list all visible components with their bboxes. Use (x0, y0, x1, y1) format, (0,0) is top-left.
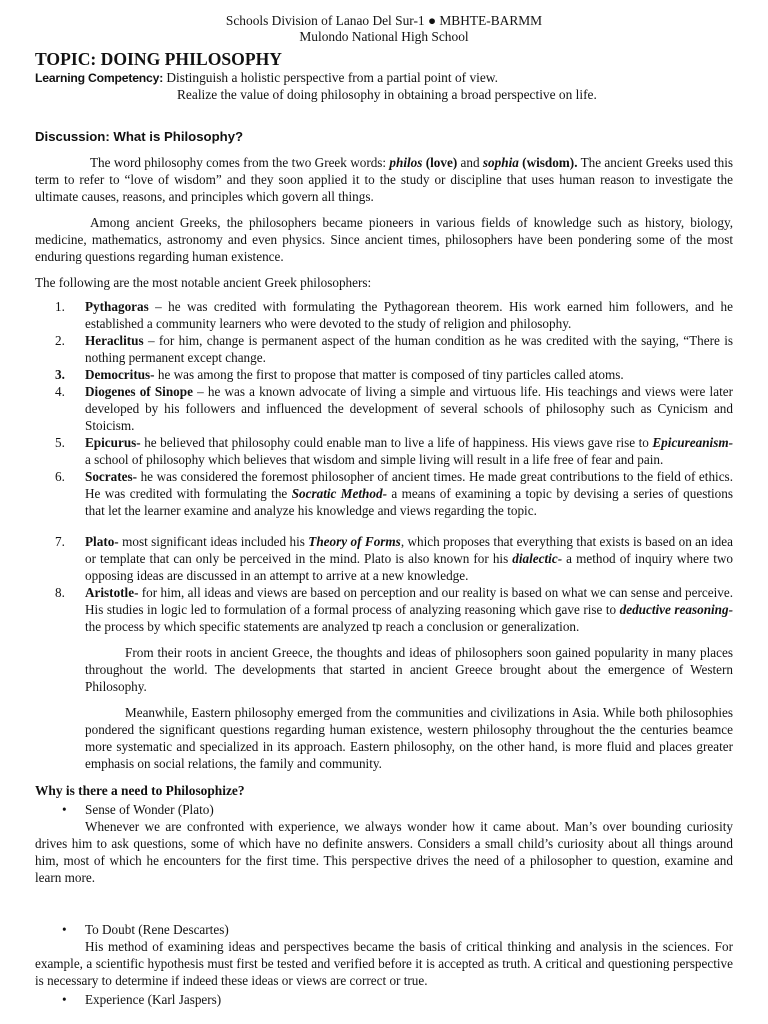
bullet-icon: • (62, 802, 67, 817)
paragraph-roots-of-greece: From their roots in ancient Greece, the thoughts and ideas of philosophers soon gained popularity in many places throughout the world. The developments that started in ancient Greece brought about the emergence of Western Philosophy. (85, 645, 733, 694)
learning-competency-row (35, 70, 733, 87)
why-heading: Why is there a need to Philosophize? (35, 783, 245, 798)
philosopher-item-democritus (55, 366, 733, 383)
philosopher-item-diogenes (55, 383, 733, 434)
bullet-title: Experience (Karl Jaspers) (85, 992, 222, 1007)
philosopher-item-aristotle (55, 584, 733, 635)
bullet-item-sense-of-wonder (35, 801, 733, 818)
paragraph-ancient-greeks: Among ancient Greeks, the philosophers became pioneers in various fields of knowledge such as history, biology, medicine, mathematics, astronomy and even physics. Since ancient times, philosophers have been pondering some of the most enduring questions regarding human existence. (35, 215, 733, 264)
bullet-body-sense-of-wonder: Whenever we are confronted with experience, we always wonder how it came about. Man’s over bounding curiosity drives him to ask questions, some of which have no definite answers. Considers a small child’s curiosity about all things around him, most of which he encounters for the first time. This perspective drives the need of a philosopher to question, examine and learn more. (35, 819, 733, 885)
philosopher-item-socrates (55, 468, 733, 519)
item-text: Heraclitus – for him, change is permanent aspect of the human condition as he was credited with the saying, “There is nothing permanent except change. (85, 333, 733, 365)
item-number: 8. (55, 585, 65, 600)
bullet-title: Sense of Wonder (Plato) (85, 802, 214, 817)
competency-text-2: Realize the value of doing philosophy in obtaining a broad perspective on life. (177, 86, 597, 102)
paragraph-eastern-philosophy: Meanwhile, Eastern philosophy emerged from the communities and civilizations in Asia. While both philosophies pondered the significant questions regarding human existence, western philosophy throughout the the centuries beamce more systematic and specialized in its approach. Eastern philosophy, on the other hand, is more fluid and places greater emphasis on social relations, the family and community. (85, 705, 733, 771)
item-number: 2. (55, 333, 65, 348)
philosopher-item-epicurus (55, 434, 733, 468)
item-number: 7. (55, 534, 65, 549)
philosopher-item-plato (55, 533, 733, 584)
topic-title: TOPIC: DOING PHILOSOPHY (35, 49, 282, 69)
item-text: Diogenes of Sinope – he was a known advocate of living a simple and virtuous life. His teachings and views were later developed by his followers and influenced the development of several schools of philosophy such as Cynicism and Stoicism. (85, 384, 733, 433)
competency-label: Learning Competency: (35, 71, 164, 85)
competency-text-1: Distinguish a holistic perspective from a partial point of view. (166, 70, 498, 85)
header-division-line: Schools Division of Lanao Del Sur-1 ● MBHTE-BARMM (225, 13, 543, 28)
item-number: 3. (55, 367, 65, 382)
list-intro: The following are the most notable ancient Greek philosophers: (35, 275, 372, 290)
bullet-icon: • (62, 992, 67, 1007)
discussion-heading: Discussion: What is Philosophy? (35, 129, 244, 144)
bullet-item-experience (35, 991, 733, 1008)
item-text: Pythagoras – he was credited with formulating the Pythagorean theorem. His work earned him followers, and he established a community learners who were devoted to the study of religion and philosophy. (85, 299, 733, 331)
item-text: Plato- most significant ideas included his Theory of Forms, which proposes that everything that exists is based on an idea or template that can only be perceived in the mind. Plato is also known for his dialectic- a method of inquiry where two opposing ideas are discussed in an attempt to arrive at a new knowledge. (85, 534, 733, 583)
bullet-title: To Doubt (Rene Descartes) (85, 922, 229, 937)
philosopher-item-heraclitus (55, 332, 733, 366)
bullet-item-to-doubt (35, 921, 733, 938)
item-number: 5. (55, 435, 65, 450)
item-text: Democritus- he was among the first to propose that matter is composed of tiny particles called atoms. (85, 367, 624, 382)
paragraph-philosophy-origin: The word philosophy comes from the two Greek words: philos (love) and sophia (wisdom). The ancient Greeks used this term to refer to “love of wisdom” and they soon applied it to the study or discipline that uses human reason to investigate the ultimate causes, reasons, and principles which govern all things. (35, 155, 734, 204)
item-number: 1. (55, 299, 65, 314)
item-number: 4. (55, 384, 65, 399)
header-school-line: Mulondo National High School (299, 29, 469, 44)
philosopher-list-1 (55, 298, 733, 519)
philosopher-list-2 (55, 533, 733, 635)
philosopher-item-pythagoras (55, 298, 733, 332)
item-number: 6. (55, 469, 65, 484)
bullet-icon: • (62, 922, 67, 937)
spacer (35, 886, 733, 919)
item-text: Aristotle- for him, all ideas and views are based on perception and our reality is based on what we can sense and perceive. His studies in logic led to formulation of a formal process of analyzing reasoning which gave rise to deductive reasoning- the process by which specific statements are analyzed tp reach a conclusion or generalization. (85, 585, 734, 634)
item-text: Socrates- he was considered the foremost philosopher of ancient times. He made great contributions to the field of ethics. He was credited with formulating the Socratic Method- a means of examining a topic by devising a series of questions that let the learner examine and analyze his knowledge and views regarding the topic. (85, 469, 733, 518)
item-text: Epicurus- he believed that philosophy could enable man to live a life of happiness. His views gave rise to Epicureanism- a school of philosophy which believes that wisdom and simple living will result in a life free of fear and pain. (85, 435, 733, 467)
bullet-body-to-doubt: His method of examining ideas and perspectives became the basis of critical thinking and analysis in the sciences. For example, a scientific hypothesis must first be tested and verified before it is accepted as truth. A critical and questioning perspective is necessary to determine if indeed these ideas or views are correct or true. (35, 939, 733, 988)
